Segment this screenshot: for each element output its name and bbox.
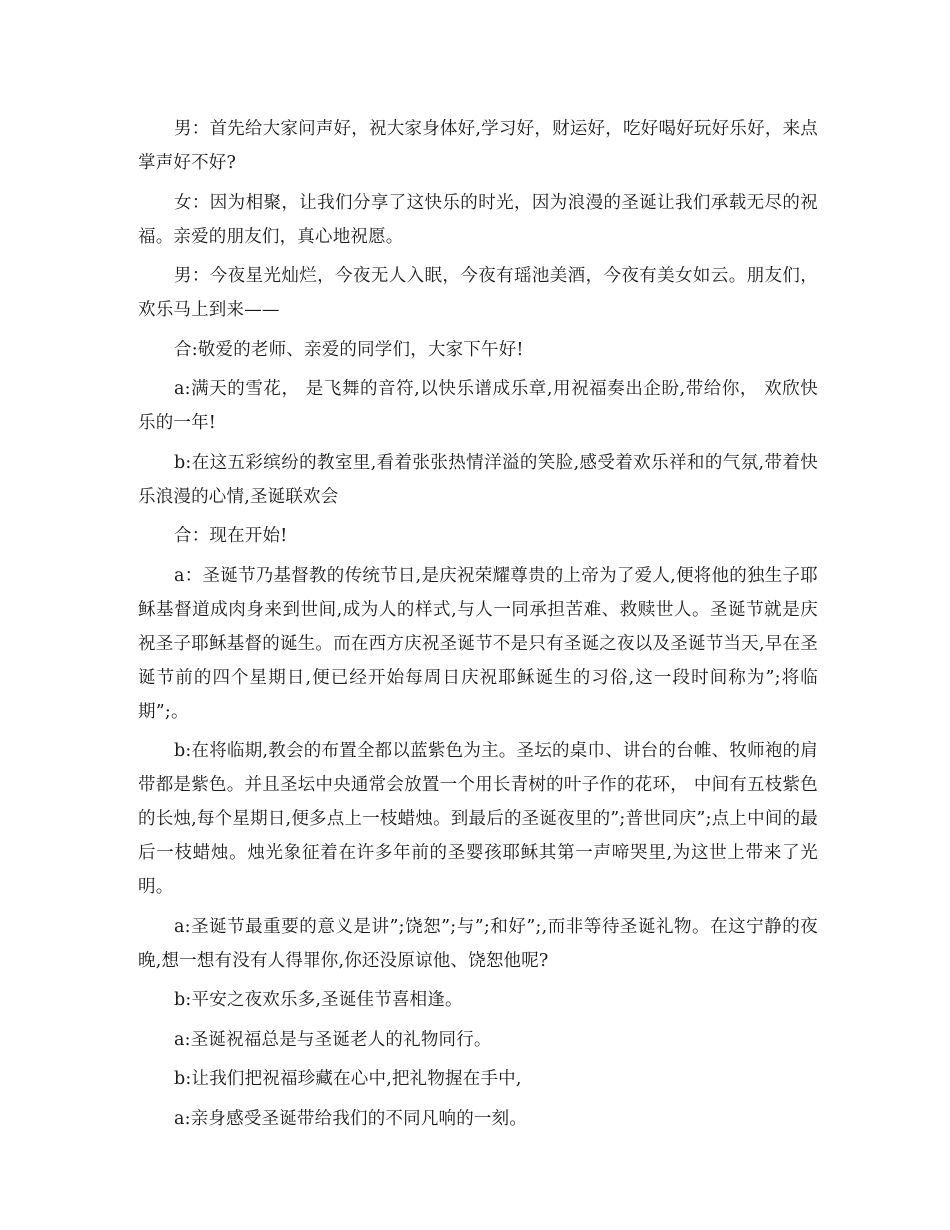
paragraph: b:在将临期,教会的布置全都以蓝紫色为主。圣坛的桌巾、讲台的台帷、牧师袍的肩带都是紫色。并且圣坛中央通常会放置一个用长青树的叶子作的花环， 中间有五枝紫色的长烛,每个星期日,便多点上一枝蜡烛。到最后的圣诞夜里的”;普世同庆”;点上中间的最后一枝蜡烛。烛光象征着在许多年前的圣婴孩耶稣其第一声啼哭里,为这世上带来了光明。	[138, 741, 818, 897]
paragraph: 男：首先给大家问声好，祝大家身体好,学习好，财运好，吃好喝好玩好乐好，来点掌声好不好?	[138, 119, 818, 173]
paragraph: 合：现在开始!	[174, 526, 288, 546]
paragraph: 男：今夜星光灿烂，今夜无人入眠，今夜有瑶池美酒，今夜有美女如云。朋友们，欢乐马上到来——	[138, 266, 818, 320]
paragraph: a:圣诞祝福总是与圣诞老人的礼物同行。	[174, 1029, 492, 1050]
paragraph: 女：因为相聚，让我们分享了这快乐的时光，因为浪漫的圣诞让我们承载无尽的祝福。亲爱的朋友们，真心地祝愿。	[138, 192, 818, 247]
paragraph: a:满天的雪花， 是飞舞的音符,以快乐谱成乐章,用祝福奏出企盼,带给你， 欢欣快乐的一年!	[138, 379, 818, 433]
paragraph: a:圣诞节最重要的意义是讲”;饶恕”;与”;和好”;,而非等待圣诞礼物。在这宁静的夜晚,想一想有没有人得罪你,你还没原谅他、饶恕他呢?	[138, 916, 818, 971]
paragraph: 合:敬爱的老师、亲爱的同学们，大家下午好!	[174, 339, 524, 360]
document-body	[138, 112, 818, 1141]
paragraph: a:亲身感受圣诞带给我们的不同凡响的一刻。	[174, 1108, 528, 1129]
paragraph: b:让我们把祝福珍藏在心中,把礼物握在手中,	[174, 1069, 522, 1089]
paragraph: a：圣诞节乃基督教的传统节日,是庆祝荣耀尊贵的上帝为了爱人,便将他的独生子耶稣基督道成肉身来到世间,成为人的样式,与人一同承担苦难、救赎世人。圣诞节就是庆祝圣子耶稣基督的诞生。而在西方庆祝圣诞节不是只有圣诞之夜以及圣诞节当天,早在圣诞节前的四个星期日,便已经开始每周日庆祝耶稣诞生的习俗,这一段时间称为”;将临期”;。	[138, 565, 818, 722]
paragraph: b:在这五彩缤纷的教室里,看着张张热情洋溢的笑脸,感受着欢乐祥和的气氛,带着快乐浪漫的心情,圣诞联欢会	[138, 452, 818, 507]
paragraph: b:平安之夜欢乐多,圣诞佳节喜相逢。	[174, 990, 463, 1010]
